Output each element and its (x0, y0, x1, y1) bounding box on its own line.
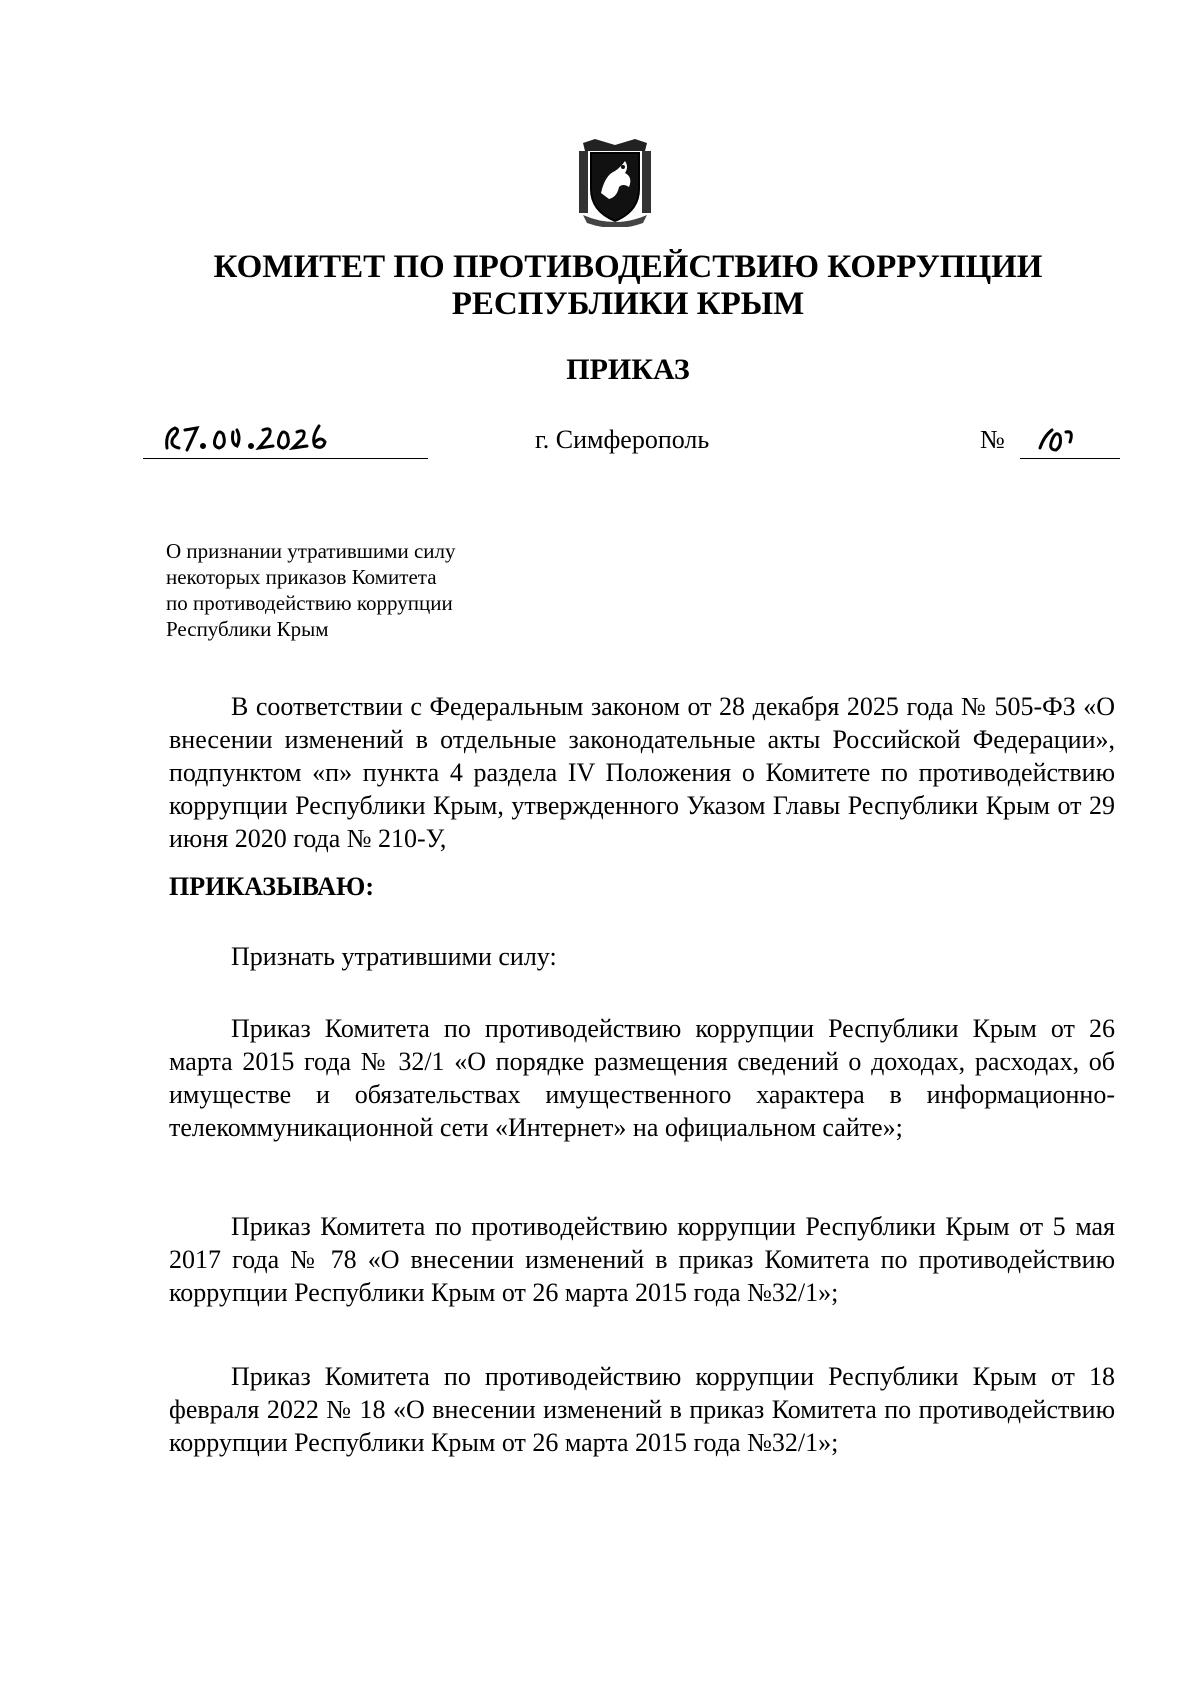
document-type-title: ПРИКАЗ (566, 353, 690, 386)
handwritten-number (1030, 420, 1090, 456)
organization-name-line2: РЕСПУБЛИКИ КРЫМ (451, 286, 805, 322)
subject-line: по противодействию коррупции (166, 591, 453, 615)
order-heading: ПРИКАЗЫВАЮ: (169, 872, 374, 901)
number-field (980, 420, 1120, 460)
date-underline (143, 458, 428, 459)
declare-paragraph: Признать утратившими силу: (231, 942, 557, 971)
subject-line: О признании утратившими силу (166, 539, 456, 563)
handwritten-date (159, 418, 359, 458)
document-subject (166, 538, 526, 642)
coat-of-arms-icon (575, 137, 655, 227)
number-label: № (980, 425, 1005, 454)
revoked-order-item: Приказ Комитета по противодействию коррупции Республики Крым от 26 марта 2015 года № 32/1 «О порядке размещения сведений о доходах, расходах, об имуществе и обязательствах имущественного характера в информационно-телекоммуникационной сети «Интернет» на официальном сайте»; (169, 1014, 1115, 1142)
basis-paragraph: В соответствии с Федеральным законом от 28 декабря 2025 года № 505-ФЗ «О внесении изменений в отдельные законодательные акты Российской Федерации», подпунктом «п» пункта 4 раздела IV Положения о Комитете по противодействию коррупции Республики Крым, утвержденного Указом Главы Республики Крым от 29 июня 2020 года № 210-У, (169, 692, 1115, 853)
subject-line: некоторых приказов Комитета (166, 565, 437, 589)
subject-line: Республики Крым (166, 617, 329, 641)
revoked-order-item: Приказ Комитета по противодействию коррупции Республики Крым от 18 февраля 2022 № 18 «О внесении изменений в приказ Комитета по противодействию коррупции Республики Крым от 26 марта 2015 года №32/1»; (169, 1362, 1115, 1457)
revoked-order-item: Приказ Комитета по противодействию коррупции Республики Крым от 5 мая 2017 года № 78 «О внесении изменений в приказ Комитета по противодействию коррупции Республики Крым от 26 марта 2015 года №32/1»; (169, 1212, 1115, 1307)
organization-name-line1: КОМИТЕТ ПО ПРОТИВОДЕЙСТВИЮ КОРРУПЦИИ (213, 249, 1043, 285)
date-field (143, 418, 428, 458)
number-underline (1020, 458, 1120, 459)
city-label: г. Симферополь (535, 425, 710, 454)
